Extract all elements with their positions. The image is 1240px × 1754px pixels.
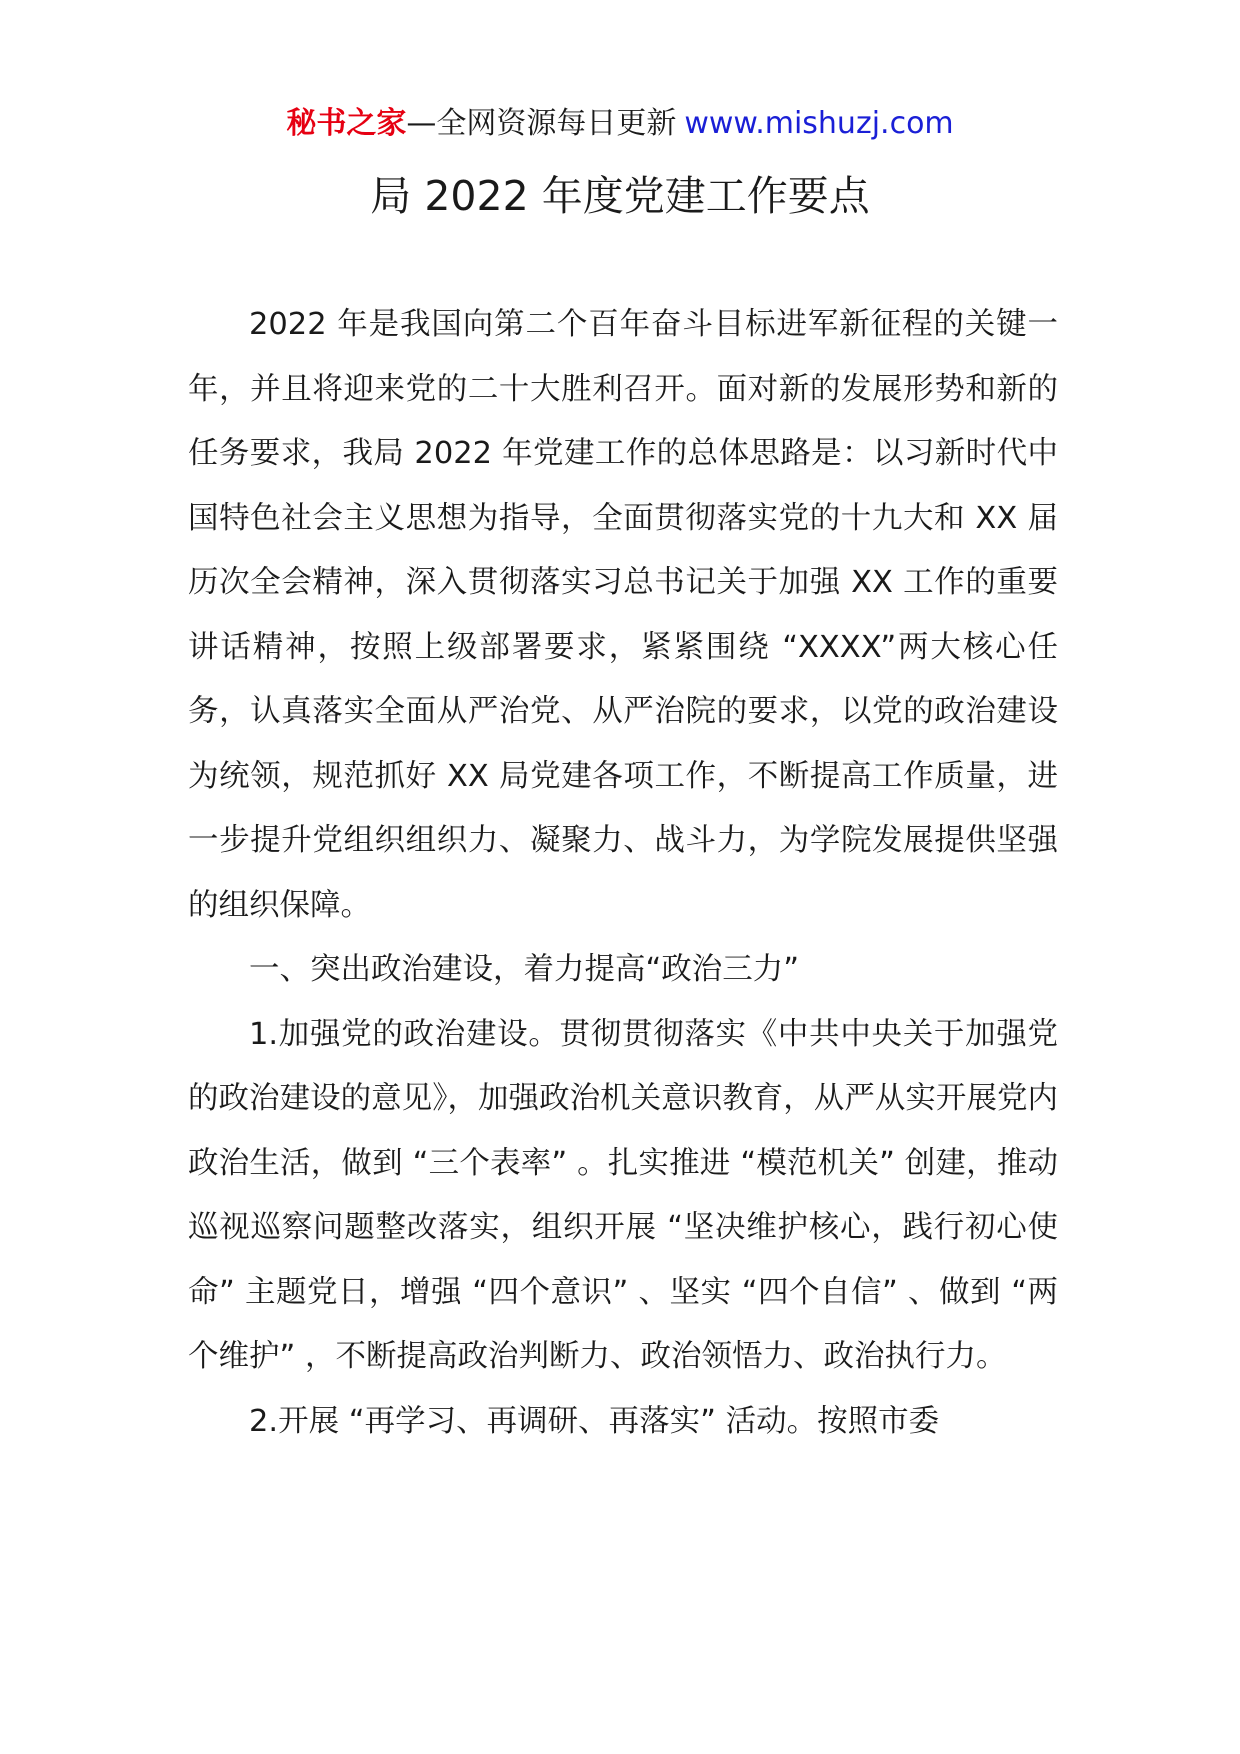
section-heading-1: 一、突出政治建设，着力提高“政治三力”: [249, 952, 800, 987]
item-paragraph-1: 1.加强党的政治建设。贯彻贯彻落实《中共中央关于加强党的政治建设的意见》，加强政治机关意识教育，从严从实开展党内政治生活，做到 “三个表率” 。扎实推进 “模范机关” 创建，推动巡视巡察问题整改落实，组织开展 “坚决维护核心，践行初心使命” 主题党日，增强 “四个意识” 、坚实 “四个自信” 、做到 “两个维护” ，不断提高政治判断力、政治领悟力、政治执行力。: [188, 1016, 1058, 1374]
intro-paragraph: 2022 年是我国向第二个百年奋斗目标进军新征程的关键一年，并且将迎来党的二十大胜利召开。面对新的发展形势和新的任务要求，我局 2022 年党建工作的总体思路是：以习新时代中国特色社会主义思想为指导，全面贯彻落实党的十九大和 XX 届历次全会精神，深入贯彻落实习总书记关于加强 XX 工作的重要讲话精神，按照上级部署要求，紧紧围绕 “XXXX”两大核心任务，认真落实全面从严治党、从严治院的要求，以党的政治建设为统领，规范抓好 XX 局党建各项工作，不断提高工作质量，进一步提升党组织组织力、凝聚力、战斗力，为学院发展提供坚强的组织保障。: [188, 307, 1058, 923]
document-title: 局 2022 年度党建工作要点: [370, 172, 870, 220]
site-tagline: —全网资源每日更新: [406, 106, 677, 141]
brand-name: 秘书之家: [286, 106, 407, 141]
document-body: [188, 293, 1058, 1454]
site-url-link[interactable]: www.mishuzj.com: [684, 106, 954, 141]
item-paragraph-2: 2.开展 “再学习、再调研、再落实” 活动。按照市委: [249, 1403, 940, 1439]
site-header: [0, 104, 1240, 144]
